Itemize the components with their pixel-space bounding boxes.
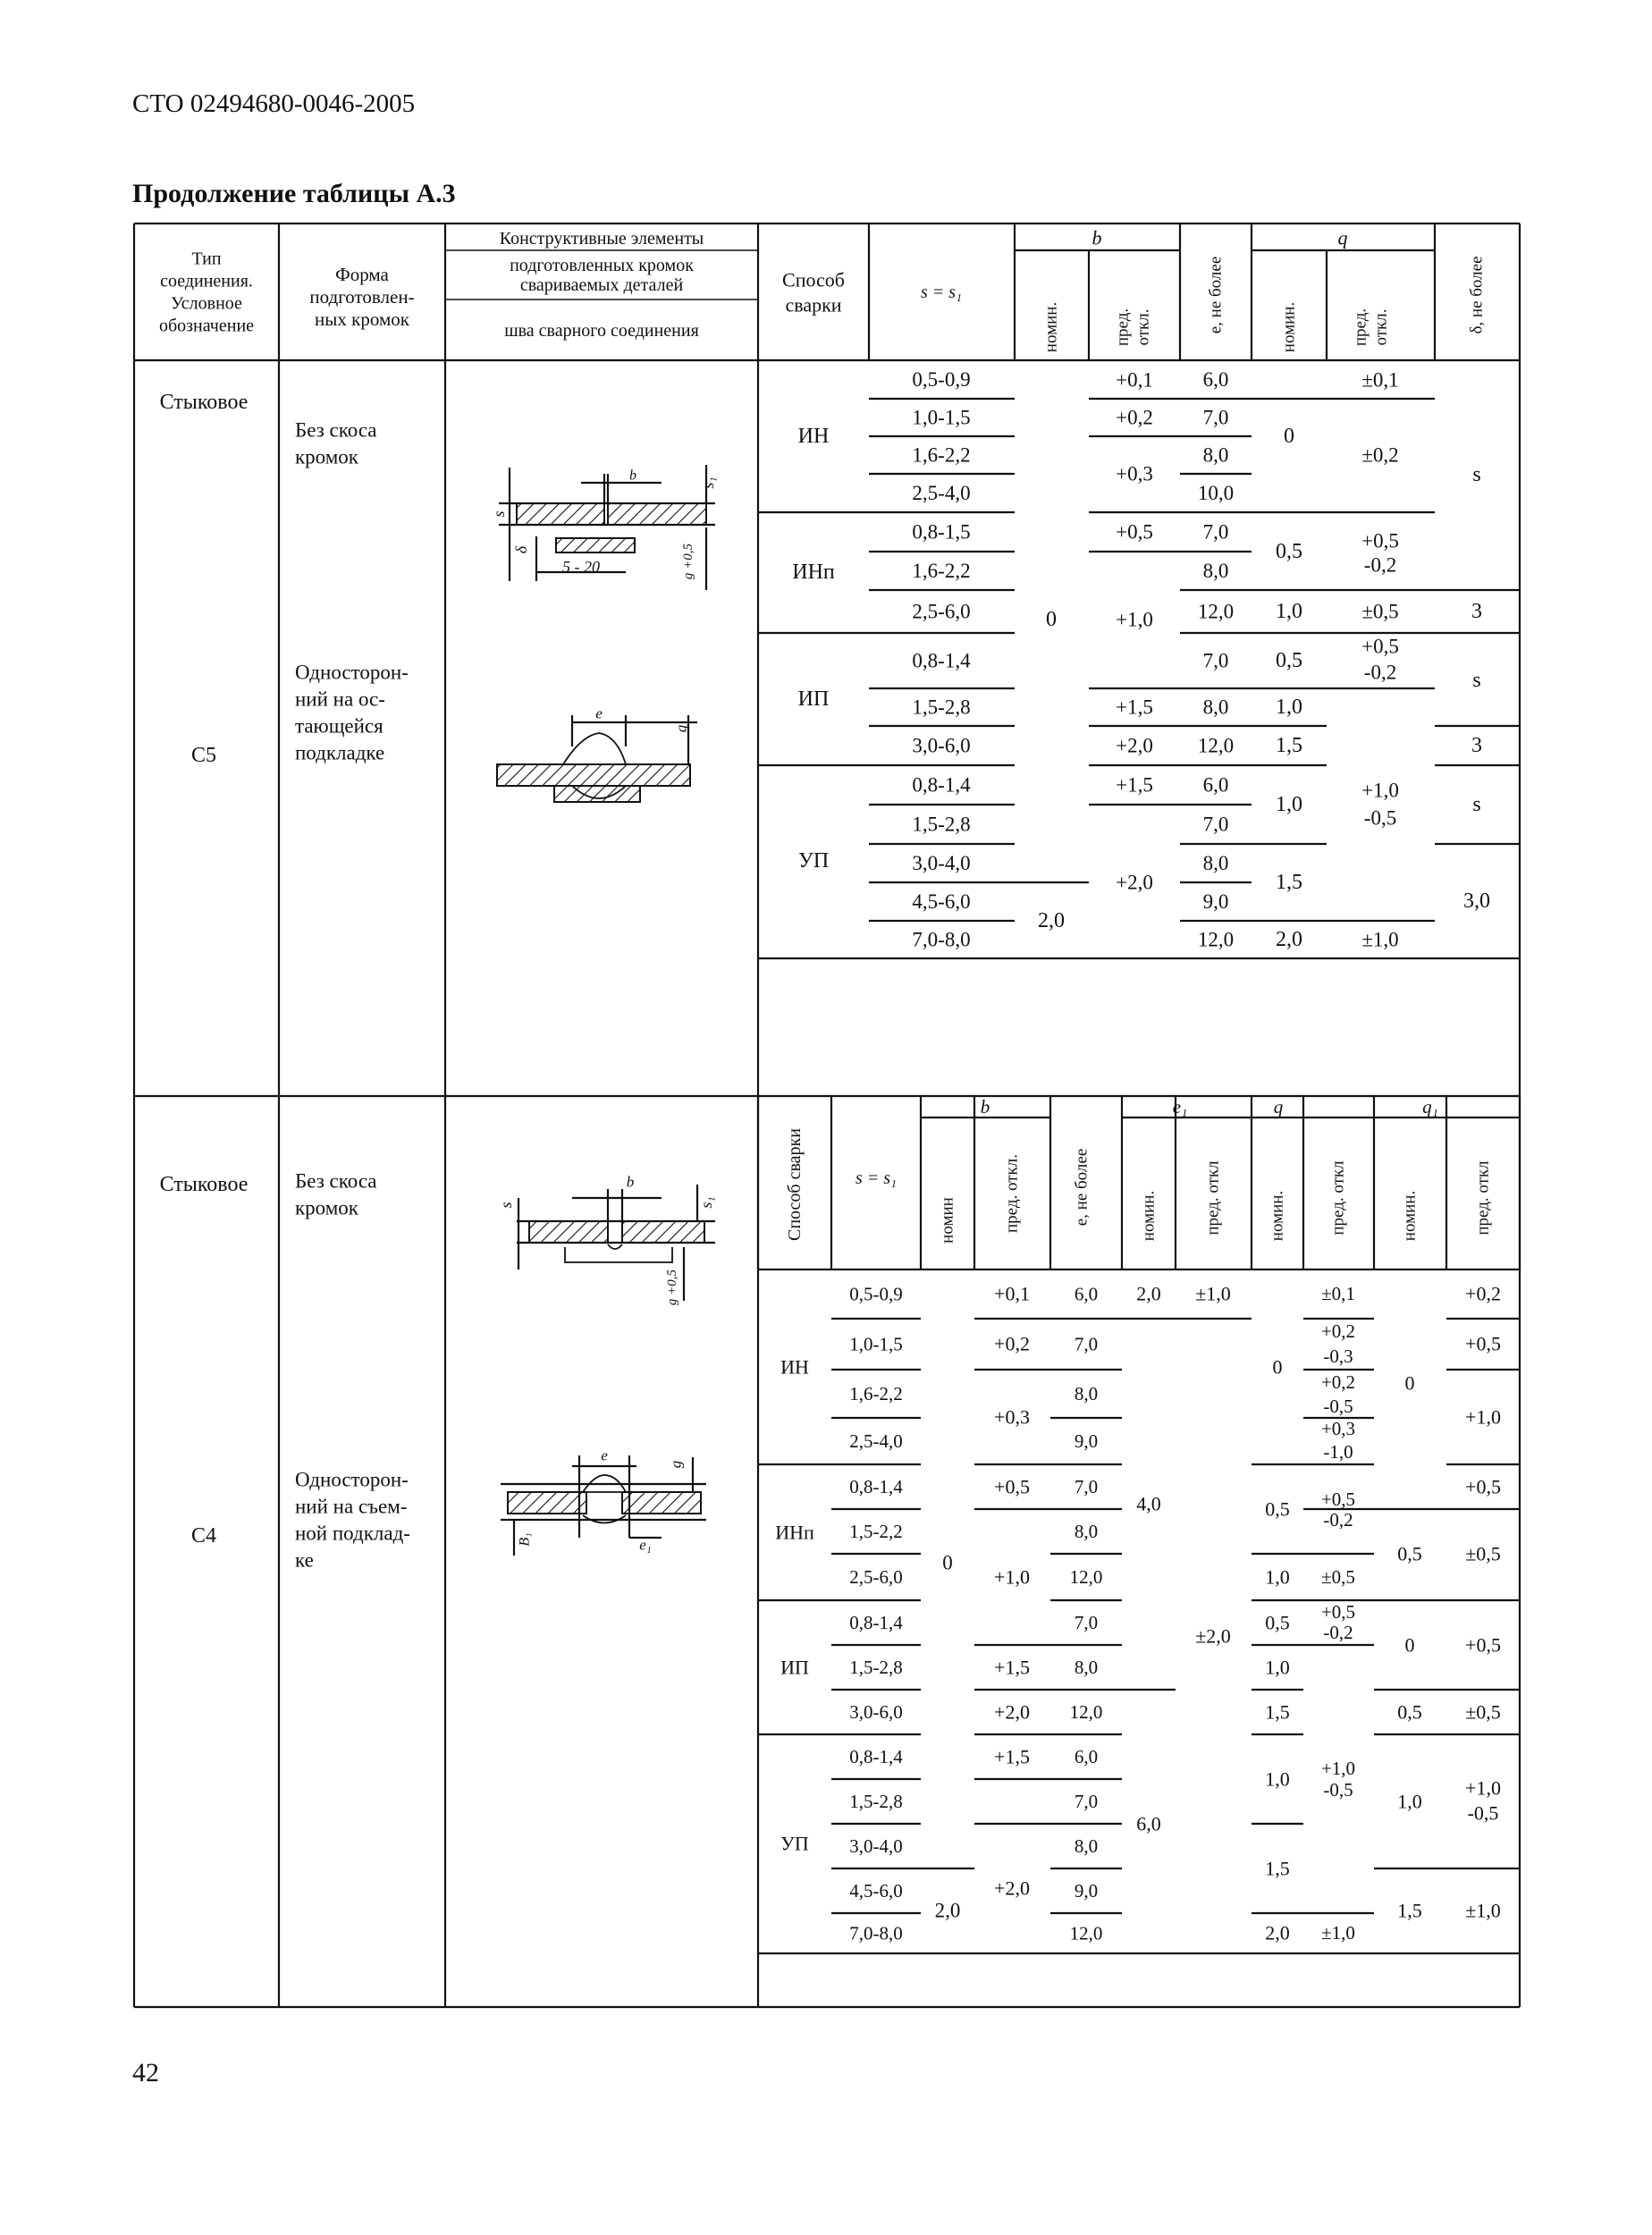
header-type: обозначение [158,316,255,336]
c5-b-dev: +2,0 [1116,871,1153,894]
header-form: подготовлен- [309,286,415,308]
c4-q1-dev: +0,2 [1465,1282,1501,1305]
c4-q-nom: 1,5 [1265,1857,1290,1880]
table-cells [159,227,1501,1944]
header-constructive-elements: Конструктивные элементы [499,229,704,249]
c4-header-e1-dev: пред. откл [1203,1160,1223,1236]
sketch-dimension-label: g [667,1460,685,1469]
c5-e: 10,0 [1197,482,1235,504]
header-type: Тип [191,249,222,269]
c4-q-dev: -0,5 [1323,1396,1353,1417]
c5-q-nom: 1,0 [1276,696,1302,719]
c5-s-range: 1,6-2,2 [912,560,971,582]
c5-q-nom: 1,0 [1276,600,1302,623]
c4-q-dev: +1,0 [1320,1758,1356,1779]
c4-header-q-dev: пред. откл [1328,1160,1348,1236]
c4-header-q-nom: номин. [1268,1190,1287,1242]
header-b-nom: номин. [1041,301,1061,353]
c5-s-range: 0,8-1,5 [912,520,971,544]
c4-type: Стыковое [159,1173,249,1196]
c5-e: 6,0 [1202,773,1229,797]
c4-q-nom: 0 [1272,1355,1283,1379]
c5-q-nom: 1,5 [1276,734,1302,757]
c4-b-dev: +0,2 [994,1332,1030,1355]
c4-header-q1-nom: номин. [1400,1190,1420,1242]
c4-q-nom: 2,0 [1265,1921,1290,1944]
c4-q1-dev: ±0,5 [1465,1542,1501,1565]
page-number: 42 [132,2058,159,2087]
c5-e: 12,0 [1197,600,1235,623]
sketch-c5-weld [497,715,697,802]
c4-b-dev: +2,0 [994,1877,1030,1900]
c5-e: 8,0 [1202,560,1229,582]
c4-e1-nom: 6,0 [1136,1812,1161,1835]
c4-header-s: s = s₁ [855,1168,898,1188]
c5-s-range: 0,5-0,9 [912,368,971,391]
c4-q-nom: 1,0 [1265,1656,1290,1679]
c4-q-nom: 0,5 [1265,1497,1290,1521]
c5-e: 8,0 [1202,443,1229,467]
c4-q-dev: ±0,1 [1321,1283,1355,1304]
c5-form-backing: Односторон- [295,661,409,684]
c4-q1-dev: +0,5 [1465,1633,1501,1657]
c5-b-nom: 2,0 [1038,909,1065,932]
table-grid [134,224,1520,2007]
c4-q-nom: 1,5 [1265,1700,1290,1724]
c5-q-dev: ±1,0 [1361,928,1399,951]
c5-q-dev: ±0,5 [1361,600,1399,623]
c4-e: 9,0 [1074,1430,1099,1452]
c4-s-range: 0,5-0,9 [849,1283,903,1305]
c4-e: 6,0 [1074,1746,1099,1767]
c5-delta: s [1472,793,1481,816]
c4-q1-nom: 0,5 [1397,1542,1422,1565]
sketch-dimension-label: g +0,5 [681,543,695,580]
sketch-dimension-label: b [629,468,636,484]
sketch-dimension-label: 5 - 20 [562,558,600,576]
c4-q1-dev: +1,0 [1465,1776,1501,1800]
c4-e: 12,0 [1069,1701,1103,1723]
c4-form-backing: Односторон- [295,1468,409,1491]
c4-b-dev: +1,5 [994,1745,1030,1768]
c4-q1-nom: 1,5 [1397,1899,1422,1922]
c5-e: 12,0 [1197,928,1235,951]
c5-b-dev: +2,0 [1116,734,1153,757]
c5-s-range: 1,6-2,2 [912,443,971,467]
c5-e: 7,0 [1202,406,1229,429]
c4-s-range: 0,8-1,4 [849,1612,903,1633]
c4-q-dev: ±0,5 [1321,1566,1355,1588]
c4-e: 7,0 [1074,1612,1099,1633]
c4-form-backing: ной подклад- [295,1522,410,1545]
c4-e: 12,0 [1069,1566,1103,1588]
header-delta: δ, не более [1467,256,1487,334]
c5-method: ИН [797,425,830,448]
c5-b-dev: +1,5 [1116,696,1153,719]
c4-header-q1-dev: пред. откл [1473,1160,1493,1236]
sketch-dimension-label: s₁ [699,477,717,489]
c4-form-plain: кромок [295,1196,358,1219]
c5-b-dev: +1,5 [1116,773,1153,797]
c5-s-range: 0,8-1,4 [912,773,971,797]
c5-q-nom: 1,0 [1276,793,1302,816]
c5-e: 12,0 [1197,734,1235,757]
c4-header-method: Способ сварки [785,1128,805,1241]
c5-s-range: 1,5-2,8 [912,696,971,719]
c4-s-range: 7,0-8,0 [849,1922,903,1944]
sketch-dimension-label: δ [512,545,530,554]
c4-q1-nom: 0,5 [1397,1700,1422,1724]
header-form: ных кромок [315,308,409,330]
c4-header-e1-nom: номин. [1139,1190,1159,1242]
c4-e: 8,0 [1074,1657,1099,1678]
header-b-dev: откл. [1134,308,1153,346]
c4-b-dev: +0,5 [994,1475,1030,1498]
c4-q-nom: 0,5 [1265,1611,1290,1634]
header-type: Условное [171,293,242,314]
c4-e1-dev: ±2,0 [1195,1624,1231,1648]
c4-form-backing: ний на съем- [295,1495,408,1518]
c4-header-b-nom: номин [938,1197,957,1244]
c5-e: 6,0 [1202,368,1229,391]
c4-s-range: 3,0-6,0 [849,1701,903,1723]
header-b-dev: пред. [1113,308,1133,347]
c5-s-range: 2,5-6,0 [912,600,971,623]
c4-e1-dev: ±1,0 [1195,1282,1231,1305]
c4-s-range: 0,8-1,4 [849,1476,903,1497]
c4-b-nom: 2,0 [934,1899,961,1922]
sketch-dimension-label: b [626,1173,635,1191]
header-s: s = s₁ [920,283,963,302]
c5-q-dev: -0,5 [1363,806,1397,830]
c5-s-range: 2,5-4,0 [912,482,971,504]
c4-b-dev: +1,0 [994,1565,1030,1589]
c4-method: УП [780,1832,809,1855]
c4-method: ИН [780,1355,809,1379]
sketch-dimension-label: s₁ [697,1196,715,1209]
c5-b-dev: +0,3 [1116,462,1153,485]
c4-e1-nom: 2,0 [1136,1282,1161,1305]
c5-q-dev: ±0,2 [1361,443,1399,467]
c4-q-dev: ±1,0 [1321,1922,1355,1944]
table-title: Продолжение таблицы А.3 [132,179,456,208]
c4-q1-nom: 0 [1404,1371,1415,1395]
c5-delta: 3 [1471,600,1482,623]
header-method: Способ [782,268,845,291]
c4-s-range: 2,5-4,0 [849,1430,903,1452]
c4-q-dev: +0,2 [1320,1371,1356,1393]
c4-s-range: 0,8-1,4 [849,1746,903,1767]
sketch-dimension-label: e [595,704,603,722]
c4-method: ИП [780,1656,809,1679]
c4-q-dev: -0,2 [1323,1509,1353,1531]
c4-s-range: 1,5-2,2 [849,1521,903,1542]
c5-q-nom: 0 [1284,425,1294,448]
c4-q1-dev: ±0,5 [1465,1700,1501,1724]
c5-form-backing: ний на ос- [295,687,385,711]
c5-delta: 3 [1471,734,1482,757]
c4-e: 7,0 [1074,1333,1099,1355]
c5-b-dev: +0,2 [1116,406,1153,429]
c5-q-dev: ±0,1 [1361,368,1399,392]
c4-form-backing: ке [295,1548,314,1572]
c4-e1-nom: 4,0 [1136,1492,1161,1515]
c5-b-nom: 0 [1046,608,1057,631]
c5-method: ИНп [792,561,835,584]
c4-s-range: 1,6-2,2 [849,1383,903,1404]
sketch-dimension-label: g +0,5 [665,1269,679,1306]
sketch-labels [490,468,717,1554]
c5-b-dev: +0,5 [1116,520,1153,544]
header-type: соединения. [160,271,253,291]
c5-e: 8,0 [1202,852,1229,874]
sketch-dimension-label: s [497,1202,515,1209]
c4-header-q: q [1273,1096,1284,1118]
header-weld-seam: шва сварного соединения [504,321,699,341]
c4-e: 6,0 [1074,1283,1099,1305]
c4-q1-dev: ±1,0 [1465,1899,1501,1922]
header-b: b [1092,226,1102,249]
c4-q-dev: +0,3 [1320,1418,1356,1439]
c4-q1-dev: +1,0 [1465,1405,1501,1429]
c4-q1-dev: -0,5 [1467,1801,1499,1825]
sketch-dimension-label: s [490,510,508,518]
c4-q1-nom: 1,0 [1397,1790,1422,1813]
c4-form-plain: Без скоса [295,1169,377,1193]
c4-code: С4 [190,1524,217,1548]
c5-s-range: 4,5-6,0 [912,890,971,913]
c4-e: 9,0 [1074,1880,1099,1902]
sketch-dimension-label: e₁ [639,1536,652,1554]
c4-method: ИНп [775,1521,814,1544]
header-form: Форма [335,264,389,285]
sketch-dimension-label: B₁ [517,1532,533,1547]
c4-e: 8,0 [1074,1383,1099,1404]
c4-header-b-dev: пред. откл. [1002,1153,1022,1234]
c4-q-dev: -0,3 [1323,1345,1353,1367]
c4-q1-nom: 0 [1404,1633,1415,1657]
c5-s-range: 1,5-2,8 [912,813,971,836]
c5-e: 9,0 [1202,890,1229,913]
c5-b-dev: +0,1 [1116,368,1153,392]
c5-q-nom: 1,5 [1276,871,1302,894]
c5-q-nom: 2,0 [1276,928,1302,951]
c4-e: 12,0 [1069,1922,1103,1944]
header-q-nom: номин. [1279,301,1299,353]
header-prepared-edges: подготовленных кромок [510,256,694,275]
c4-q-nom: 1,0 [1265,1767,1290,1791]
c4-e: 8,0 [1074,1835,1099,1857]
sketch-c4-joint [517,1185,715,1301]
c4-header-b: b [980,1096,990,1118]
c5-method: УП [797,849,830,873]
c4-q1-dev: +0,5 [1465,1475,1501,1498]
c5-q-dev: -0,2 [1363,661,1397,684]
header-q-dev: откл. [1371,308,1391,346]
c4-s-range: 1,0-1,5 [849,1333,903,1355]
c5-form-plain: Без скоса [295,418,377,442]
c4-q-dev: +0,5 [1320,1601,1356,1623]
c4-b-dev: +0,3 [994,1405,1030,1429]
c5-s-range: 3,0-6,0 [912,734,971,757]
c4-b-dev: +2,0 [994,1700,1030,1724]
c4-s-range: 1,5-2,8 [849,1791,903,1812]
c5-s-range: 7,0-8,0 [912,928,971,951]
c4-e: 8,0 [1074,1521,1099,1542]
c5-q-nom: 0,5 [1276,649,1302,672]
sketch-dimension-label: g [672,724,690,733]
c5-form-backing: подкладке [295,741,385,764]
c4-b-nom: 0 [942,1551,953,1574]
c5-e: 7,0 [1202,520,1229,544]
c5-code: С5 [190,744,217,767]
c5-delta: s [1472,463,1481,486]
document-header: СТО 02494680-0046-2005 [132,89,416,118]
c4-header-e: е, не более [1072,1148,1092,1227]
c5-delta: s [1472,669,1481,692]
c5-s-range: 0,8-1,4 [912,649,971,672]
header-e: е, не более [1206,256,1226,334]
c5-form-backing: тающейся [295,714,384,738]
c4-b-dev: +0,1 [994,1282,1030,1305]
c5-s-range: 3,0-4,0 [912,852,971,874]
c4-q-dev: -0,2 [1323,1622,1353,1643]
c5-q-dev: +0,5 [1361,529,1399,552]
c5-e: 7,0 [1202,649,1229,672]
c5-s-range: 1,0-1,5 [912,406,971,429]
c4-q1-dev: +0,5 [1465,1332,1501,1355]
c5-e: 7,0 [1202,813,1229,836]
c4-s-range: 3,0-4,0 [849,1835,903,1857]
header-q: q [1337,226,1348,249]
c5-q-dev: -0,2 [1363,553,1397,577]
c4-header-q1: q₁ [1422,1096,1438,1118]
c5-b-dev: +1,0 [1116,608,1153,631]
c4-q-dev: -1,0 [1323,1441,1353,1463]
header-prepared-edges: свариваемых деталей [519,275,684,295]
c4-q-dev: -0,5 [1323,1779,1353,1801]
c5-delta: 3,0 [1463,890,1490,913]
c5-q-dev: +0,5 [1361,635,1399,658]
c4-q-nom: 1,0 [1265,1565,1290,1589]
c4-s-range: 2,5-6,0 [849,1566,903,1588]
c5-form-plain: кромок [295,445,358,468]
c4-s-range: 1,5-2,8 [849,1657,903,1678]
c5-e: 8,0 [1202,696,1229,719]
c4-e: 7,0 [1074,1476,1099,1497]
c4-s-range: 4,5-6,0 [849,1880,903,1902]
c5-q-dev: +1,0 [1361,779,1399,802]
c4-b-dev: +1,5 [994,1656,1030,1679]
c4-q-dev: +0,5 [1320,1489,1356,1510]
header-q-dev: пред. [1351,308,1370,347]
c5-method: ИП [797,687,830,711]
c5-q-nom: 0,5 [1276,540,1302,563]
c5-type: Стыковое [159,391,249,414]
c4-e: 7,0 [1074,1791,1099,1812]
c4-header-e1: e₁ [1172,1096,1188,1118]
sketch-dimension-label: e [601,1446,608,1464]
header-method: сварки [785,293,842,316]
c4-q-dev: +0,2 [1320,1320,1356,1342]
